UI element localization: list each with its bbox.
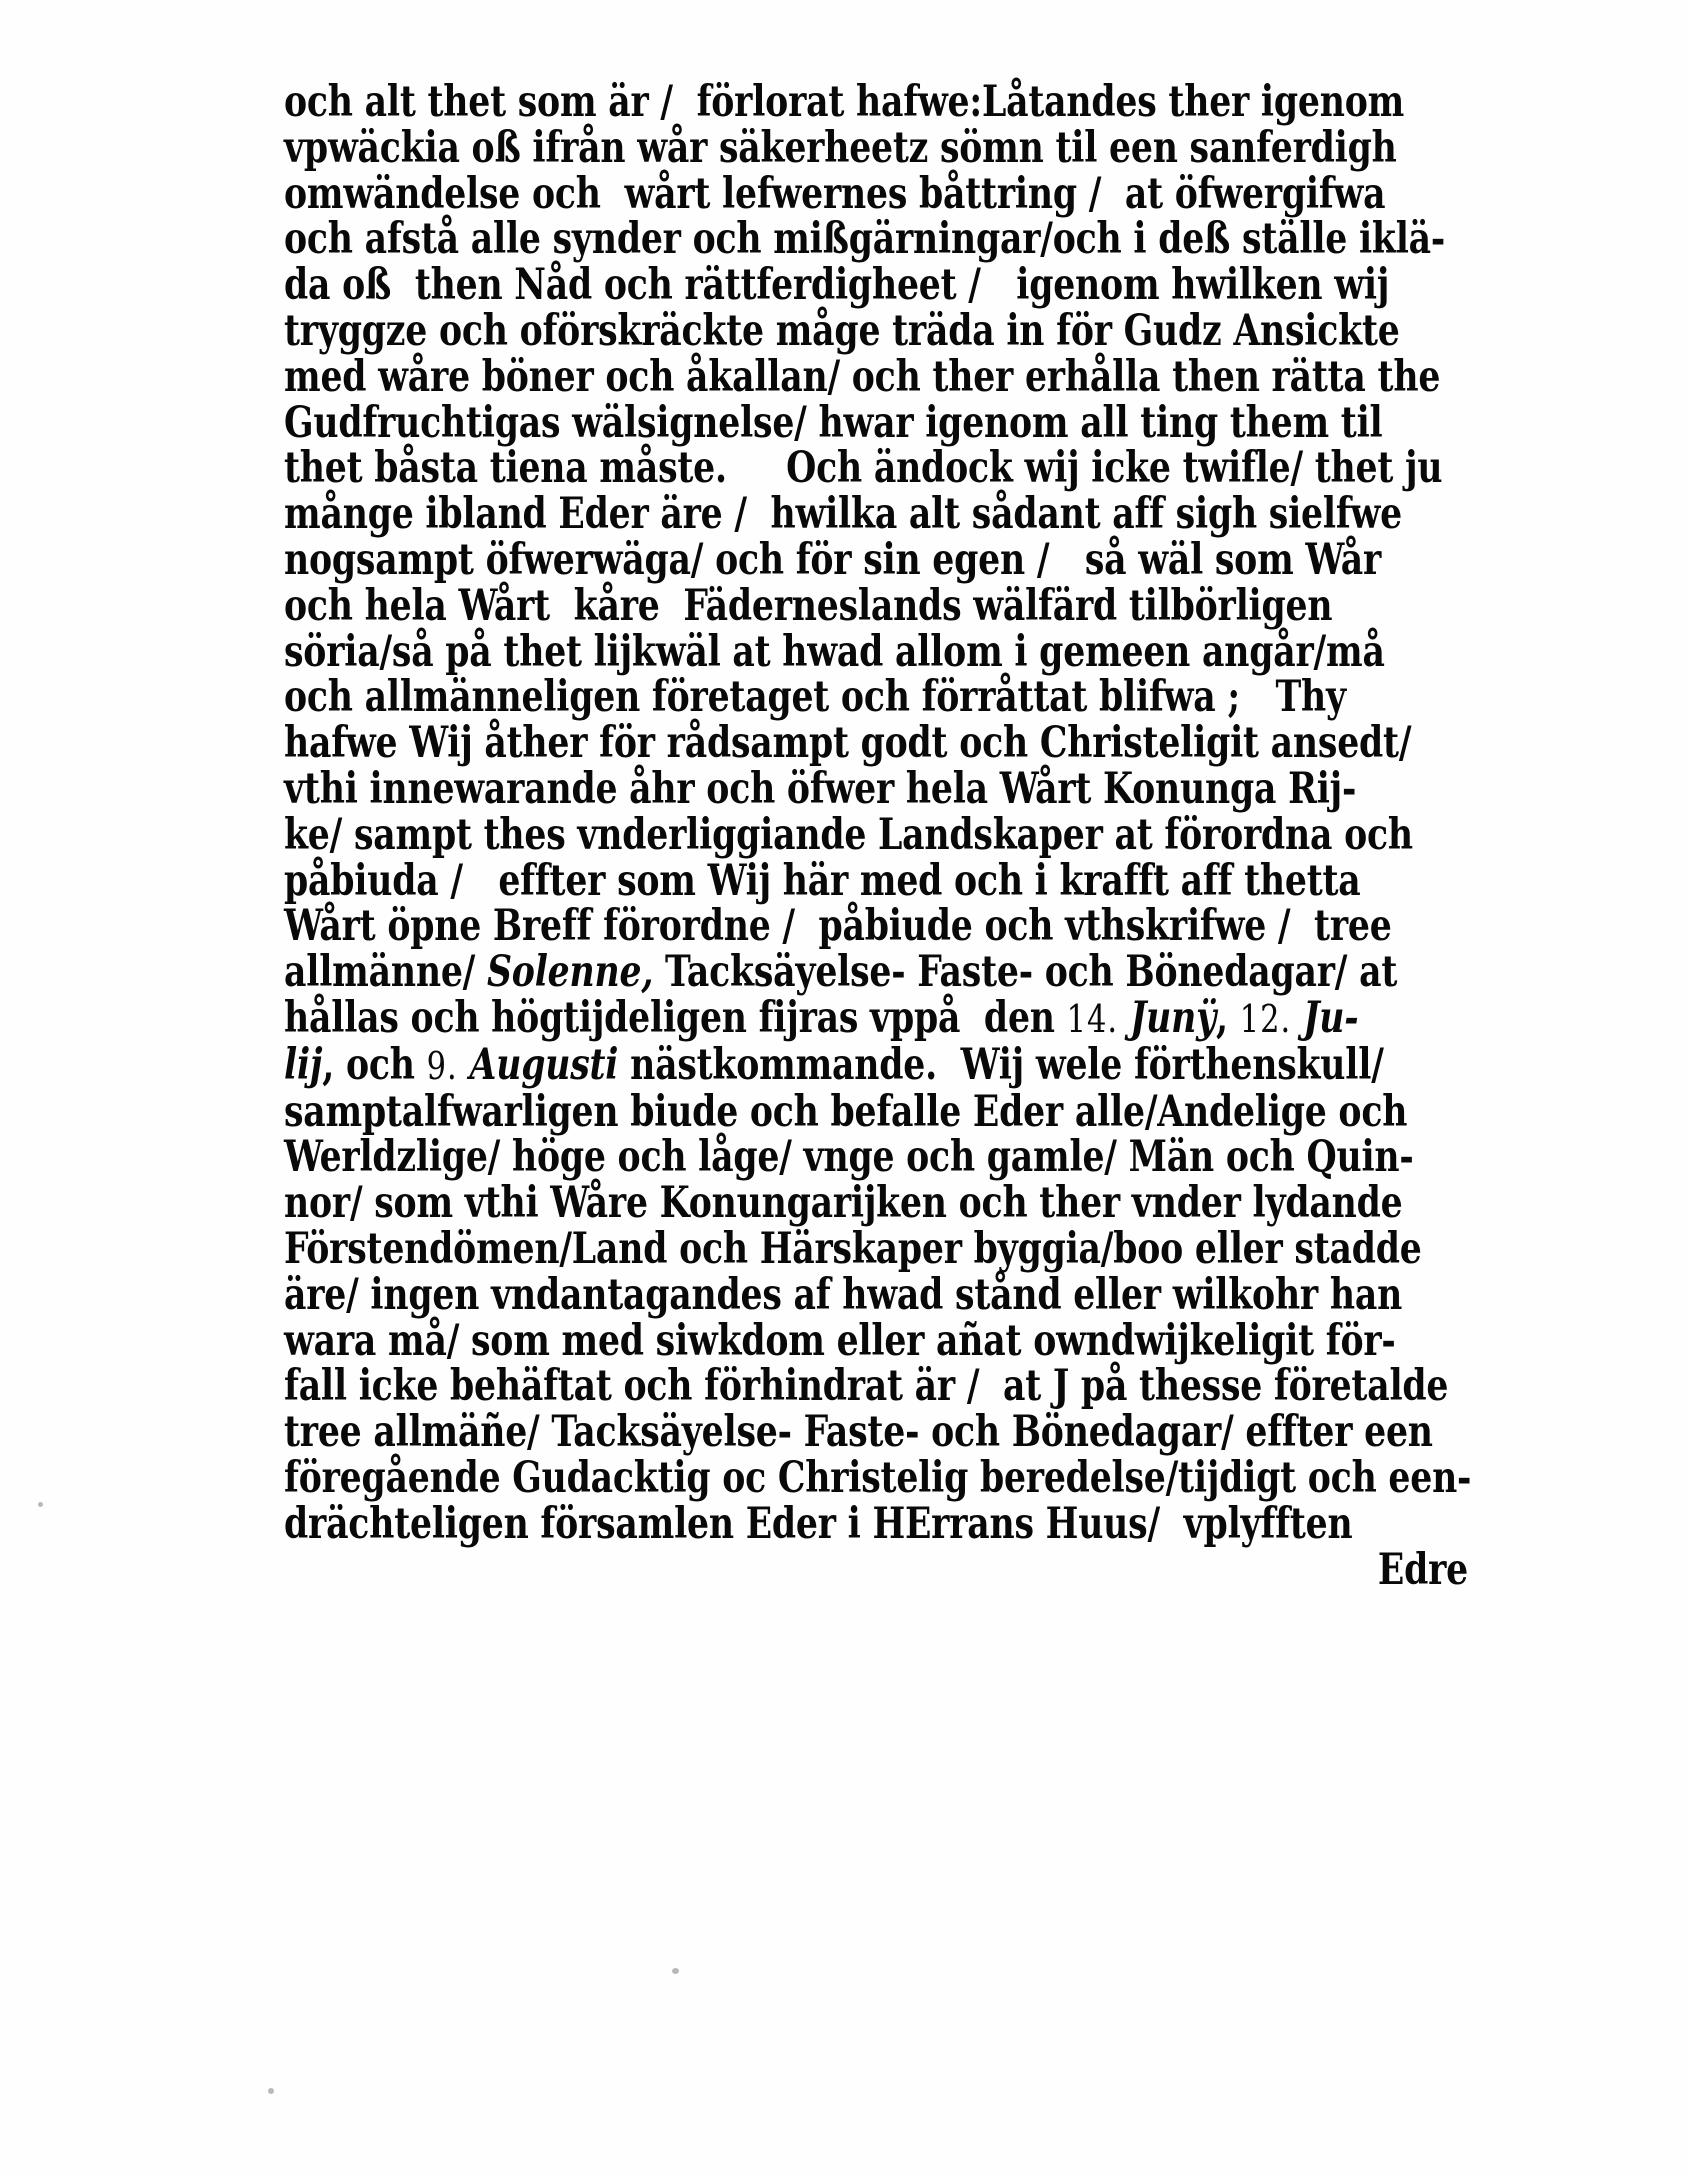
month-juni: Junÿ xyxy=(1129,992,1217,1044)
dates-prefix: hållas och högtijdeligen fijras vppå den xyxy=(284,992,1067,1044)
text-line: samptalfwarligen biude och befalle Eder alle/Andelige och xyxy=(284,1086,1408,1137)
text-line: söria/så på thet lijkwäl at hwad allom i gemeen angår/må xyxy=(284,626,1385,677)
text-line: tryggze och oförskräckte måge träda in för Gudz Ansickte xyxy=(284,305,1400,357)
text-line: nor/ som vthi Wåre Konungarijken och ther vnder lydande xyxy=(284,1178,1403,1229)
text-line: tree allmäñe/ Tacksäyelse- Faste- och Bönedagar/ effter een xyxy=(284,1406,1433,1458)
text-line: vpwäckia oß ifrån wår säkerheetz sömn til een sanferdigh xyxy=(284,122,1397,174)
text-line: thet båsta tiena måste. Och ändock wij icke twifle/ thet ju xyxy=(284,443,1443,494)
date-day-14: 14. xyxy=(1066,997,1119,1041)
text-line: hafwe Wij åther för rådsampt godt och Christeligit ansedt/ xyxy=(284,718,1412,769)
text-line: föregående Gudacktig oc Christelig beredelse/tijdigt och een- xyxy=(284,1452,1472,1504)
text-line: fall icke behäftat och förhindrat är / at J på thesse företalde xyxy=(284,1361,1449,1412)
body-text xyxy=(284,76,1474,1595)
month-augusti: Augusti xyxy=(469,1039,619,1091)
solenne-suffix: Tacksäyelse- Faste- och Bönedagar/ at xyxy=(653,947,1398,998)
date-separator: , xyxy=(1216,992,1240,1044)
text-line: månge ibland Eder äre / hwilka alt sådant aff sigh sielfwe xyxy=(284,489,1402,540)
text-line: äre/ ingen vndantagandes af hwad stånd eller wilkohr han xyxy=(284,1269,1403,1320)
catchword: Edre xyxy=(1377,1544,1468,1595)
dates-cont-mid: , och xyxy=(322,1039,427,1091)
text-line: wara må/ som med siwkdom eller añat owndwijkeligit för- xyxy=(284,1315,1396,1366)
text-line: och allmänneligen företaget och förråttat blifwa ; Thy xyxy=(284,672,1346,723)
text-line: ke/ sampt thes vnderliggiande Landskaper at förordna och xyxy=(284,809,1413,861)
text-line: påbiuda / effter som Wij här med och i krafft aff thetta xyxy=(284,855,1361,906)
scan-speck xyxy=(268,2088,274,2094)
date-day-12: 12. xyxy=(1239,997,1292,1041)
text-line: Werldzlige/ höge och låge/ vnge och gamle/ Män och Quin- xyxy=(284,1132,1414,1183)
text-line: drächteligen församlen Eder i HErrans Huus/ vplyfften xyxy=(284,1498,1353,1549)
text-line: da oß then Nåd och rättferdigheet / igenom hwilken wij xyxy=(284,260,1390,311)
text-line: med wåre böner och åkallan/ och ther erhålla then rätta the xyxy=(284,351,1441,403)
text-line-dates xyxy=(284,994,1474,1045)
text-line: och hela Wårt kåre Fäderneslands wälfärd tilbörligen xyxy=(284,580,1333,632)
scan-speck xyxy=(672,1968,679,1974)
text-line: Wårt öpne Breff förordne / påbiude och vthskrifwe / tree xyxy=(284,901,1392,952)
scan-speck xyxy=(38,1502,43,1507)
text-line: Gudfruchtigas wälsignelse/ hwar igenom all ting them til xyxy=(284,397,1383,448)
solenne-prefix: allmänne/ xyxy=(284,947,487,998)
text-line: nogsampt öfwerwäga/ och för sin egen / så wäl som Wår xyxy=(284,534,1382,586)
text-line: vthi innewarande åhr och öfwer hela Wårt Konunga Rij- xyxy=(284,763,1357,815)
dates-cont-suffix: nästkommande. Wij wele förthenskull/ xyxy=(618,1039,1384,1091)
text-line-dates-cont xyxy=(284,1041,1474,1092)
text-line: omwändelse och wårt lefwernes båttring / at öfwergifwa xyxy=(284,168,1386,219)
text-line: och afstå alle synder och mißgärningar/och i deß ställe iklä- xyxy=(284,214,1446,265)
text-line: och alt thet som är / förlorat hafwe:Låtandes ther igenom xyxy=(284,76,1405,128)
month-julij-part1: Ju- xyxy=(1303,992,1359,1044)
latin-word-solenne: Solenne, xyxy=(486,947,654,998)
date-day-9: 9. xyxy=(426,1044,458,1088)
month-julij-part2: lij xyxy=(284,1039,323,1091)
text-line: Förstendömen/Land och Härskaper byggia/boo eller stadde xyxy=(284,1223,1422,1275)
text-line-solenne xyxy=(284,948,1474,998)
